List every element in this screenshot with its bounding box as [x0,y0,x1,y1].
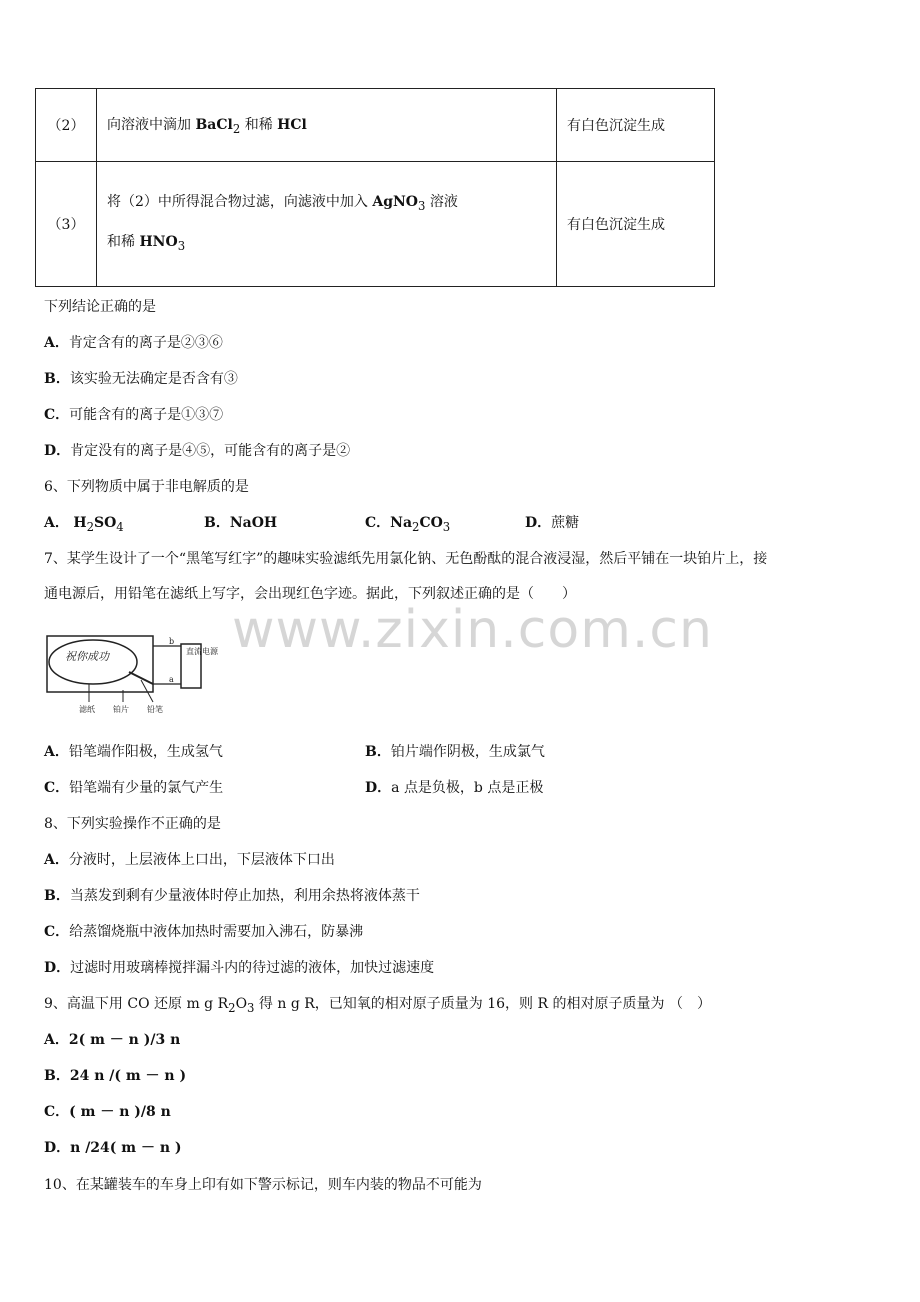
watermark: www.zixin.com.cn [232,600,713,660]
table-row [36,162,715,287]
label-pencil: 铅笔 [147,705,163,714]
q6-option-c: C．$Na_2CO_3$ [365,515,451,534]
table-row [36,89,715,162]
q8-option-a: A．分液时，上层液体上口出，下层液体下口出 [44,852,335,868]
option-d: D．肯定没有的离子是④⑤，可能含有的离子是② [44,443,351,459]
q9-option-d: D．n /24( m － n ) [44,1140,182,1156]
q8-option-d: D．过滤时用玻璃棒搅拌漏斗内的待过滤的液体，加快过滤速度 [44,960,435,976]
paper-writing: 祝你成功 [65,650,109,663]
q6-option-b: B．NaOH [204,515,278,531]
option-b: B．该实验无法确定是否含有③ [44,371,238,387]
label-paper: 滤纸 [79,705,95,714]
q10-stem: 10、在某罐装车的车身上印有如下警示标记，则车内装的物品不可能为 [44,1177,482,1193]
pencil [129,672,153,684]
q8-stem: 8、下列实验操作不正确的是 [44,816,221,832]
label-b: b [169,637,175,646]
experiment-table [35,88,715,287]
option-c: C．可能含有的离子是①③⑦ [44,407,224,423]
row-number: （3） [36,162,97,287]
row-number: （2） [36,89,97,162]
q7-option-b: B．铂片端作阴极，生成氯气 [365,744,545,760]
q7-option-c: C．铅笔端有少量的氯气产生 [44,780,224,796]
q9-stem: 9、高温下用 CO 还原 m g $R_2O_3$ 得 n g R，已知氧的相对原子质量为 16，则 R 的相对原子质量为 （ ） [44,996,711,1015]
q7-stem-line1: 7、某学生设计了一个“黑笔写红字”的趣味实验滤纸先用氯化钠、无色酚酞的混合液浸湿，然后平铺在一块铂片上，接 [44,551,768,567]
q9-option-a: A．2( m － n )/3 n [44,1032,181,1048]
q5-stem: 下列结论正确的是 [44,299,156,315]
q8-option-b: B．当蒸发到剩有少量液体时停止加热，利用余热将液体蒸干 [44,888,420,904]
power-label: 直流电源 [186,647,218,656]
q9-option-c: C．( m － n )/8 n [44,1104,171,1120]
q8-option-c: C．给蒸馏烧瓶中液体加热时需要加入沸石，防暴沸 [44,924,364,940]
label-a: a [169,675,174,684]
q6-stem: 6、下列物质中属于非电解质的是 [44,479,249,495]
q7-option-a: A．铅笔端作阳极，生成氢气 [44,744,223,760]
q9-option-b: B．24 n /( m － n ) [44,1068,187,1084]
label-plate: 铂片 [113,705,129,714]
result-cell: 有白色沉淀生成 [557,89,715,162]
q6-option-a: A． $H_2SO_4$ [44,515,124,534]
q7-stem-line2: 通电源后，用铅笔在滤纸上写字，会出现红色字迹。据此，下列叙述正确的是（ ） [44,586,576,602]
electrolysis-figure [45,632,218,716]
q6-option-d: D．蔗糖 [525,515,580,531]
operation-cell: 将（2）中所得混合物过滤，向滤液中加入 AgNO$_3$ 溶液 和稀 $HNO_3$ [97,162,557,287]
result-cell: 有白色沉淀生成 [557,162,715,287]
operation-cell: 向溶液中滴加 BaCl$_2$ 和稀 HCl [97,89,557,162]
option-a: A．肯定含有的离子是②③⑥ [44,335,223,351]
q7-option-d: D．a 点是负极，b 点是正极 [365,780,544,796]
